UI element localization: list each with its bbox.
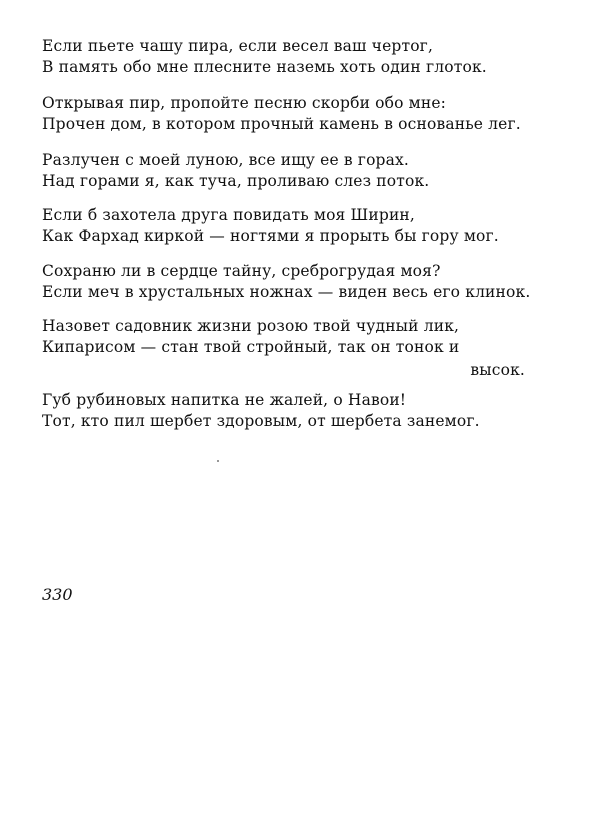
stanza-6 (42, 316, 532, 381)
poem-line: Тот, кто пил шербет здоровым, от шербета занемог. (42, 412, 480, 430)
poem-line: Сохраню ли в сердце тайну, среброгрудая моя? (42, 262, 441, 280)
poem-line: Прочен дом, в котором прочный камень в основанье лег. (42, 115, 521, 133)
poem-line: Назовет садовник жизни розою твой чудный лик, (42, 317, 460, 335)
poem-line: Губ рубиновых напитка не жалей, о Навои! (42, 391, 407, 409)
stanza-4 (42, 205, 532, 247)
poem-line: Если б захотела друга повидать моя Ширин, (42, 206, 415, 224)
poem-line: Если меч в хрустальных ножнах — виден весь его клинок. (42, 283, 531, 301)
stanza-2 (42, 93, 532, 135)
stanza-7 (42, 390, 532, 432)
stanza-1 (42, 36, 532, 78)
stanza-5 (42, 261, 532, 303)
poem-line: Разлучен с моей луною, все ищу ее в горах. (42, 151, 409, 169)
page-number: 330 (42, 585, 73, 604)
poem-line: Если пьете чашу пира, если весел ваш чертог, (42, 37, 434, 55)
poem-line: В память обо мне плесните наземь хоть один глоток. (42, 58, 487, 76)
poem-line: Над горами я, как туча, проливаю слез поток. (42, 172, 430, 190)
poem-line: Открывая пир, пропойте песню скорби обо мне: (42, 94, 447, 112)
poem-line-runover: высок. (470, 361, 525, 379)
poem-line: Кипарисом — стан твой стройный, так он тонок и (42, 338, 460, 356)
stanza-3 (42, 150, 532, 192)
print-speck (217, 460, 219, 462)
poem-line: Как Фархад киркой — ногтями я прорыть бы гору мог. (42, 227, 499, 245)
